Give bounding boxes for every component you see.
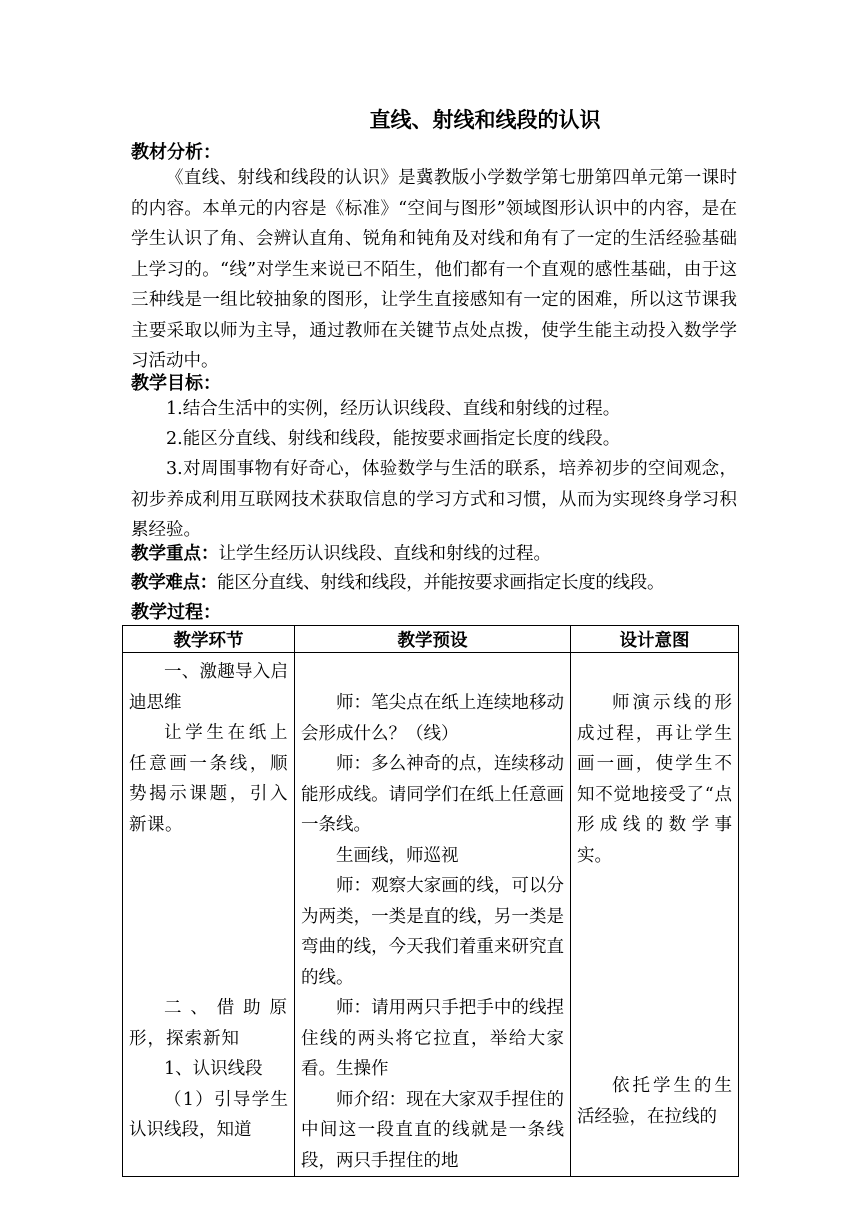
header-intent: 设计意图	[571, 626, 739, 653]
key-point-label: 教学重点：	[131, 544, 219, 564]
stage-1-title: 一、激趣导入启迪思维	[129, 662, 288, 713]
plan-1: 师：笔尖点在纸上连续地移动会形成什么？（线）	[301, 693, 564, 744]
key-point-text: 让学生经历认识线段、直线和射线的过程。	[218, 544, 551, 564]
table-header-row	[123, 626, 739, 653]
plan-5: 师：请用两只手把手中的线捏住线的两头将它拉直，举给大家看。生操作	[301, 998, 564, 1079]
difficulty-label: 教学难点：	[131, 573, 217, 593]
objective-item-1: 1.结合生活中的实例，经历认识线段、直线和射线的过程。	[166, 399, 621, 419]
key-point	[131, 539, 737, 570]
plan-4: 师：观察大家画的线，可以分为两类，一类是直的线，另一类是弯曲的线，今天我们着重来研究直的线。	[301, 876, 564, 988]
plan-6: 师介绍：现在大家双手捏住的中间这一段直直的线就是一条线段，两只手捏住的地	[301, 1089, 564, 1171]
stage-cell	[123, 653, 295, 1177]
header-plan: 教学预设	[295, 626, 571, 653]
objective-item-3: 3.对周围事物有好奇心，体验数学与生活的联系，培养初步的空间观念，初步养成利用互联网技术获取信息的学习方式和习惯，从而为实现终身学习积累经验。	[131, 459, 737, 540]
plan-2: 师：多么神奇的点，连续移动能形成线。请同学们在纸上任意画一条线。	[301, 754, 564, 835]
stage-2-title: 二、借助原形，探索新知	[129, 998, 288, 1049]
intent-cell	[571, 653, 739, 1177]
intent-1: 师演示线的形成过程，再让学生画一画，使学生不知不觉地接受了“点形成线的数学事实。	[577, 693, 732, 866]
stage-2-step: （1）引导学生认识线段，知道	[129, 1089, 288, 1140]
process-table	[122, 625, 739, 1177]
difficulty	[131, 568, 737, 599]
objective-item-2: 2.能区分直线、射线和线段，能按要求画指定长度的线段。	[166, 429, 621, 449]
plan-3: 生画线，师巡视	[336, 845, 459, 866]
process-heading: 教学过程：	[131, 602, 221, 623]
plan-cell	[295, 653, 571, 1177]
difficulty-text: 能区分直线、射线和线段，并能按要求画指定长度的线段。	[217, 573, 665, 593]
objectives-heading: 教学目标：	[131, 373, 221, 394]
intent-2: 依托学生的生活经验，在拉线的	[577, 1076, 732, 1127]
stage-2-sub: 1、认识线段	[164, 1059, 263, 1079]
page-title: 直线、射线和线段的认识	[369, 107, 601, 132]
table-row	[123, 653, 739, 1177]
analysis-text: 《直线、射线和线段的认识》是冀教版小学数学第七册第四单元第一课时的内容。本单元的内容是《标准》“空间与图形”领域图形认识中的内容，是在学生认识了角、会辨认直角、锐角和钝角及对线和角有了一定的生活经验基础上学习的。“线”对学生来说已不陌生，他们都有一个直观的感性基础，由于这三种线是一组比较抽象的图形，让学生直接感知有一定的困难，所以这节课我主要采取以师为主导，通过教师在关键节点处点拨，使学生能主动投入数学学习活动中。	[131, 168, 737, 371]
analysis-heading: 教材分析：	[131, 142, 221, 163]
stage-1-desc: 让学生在纸上任意画一条线，顺势揭示课题，引入新课。	[129, 723, 288, 835]
header-stage: 教学环节	[123, 626, 295, 653]
